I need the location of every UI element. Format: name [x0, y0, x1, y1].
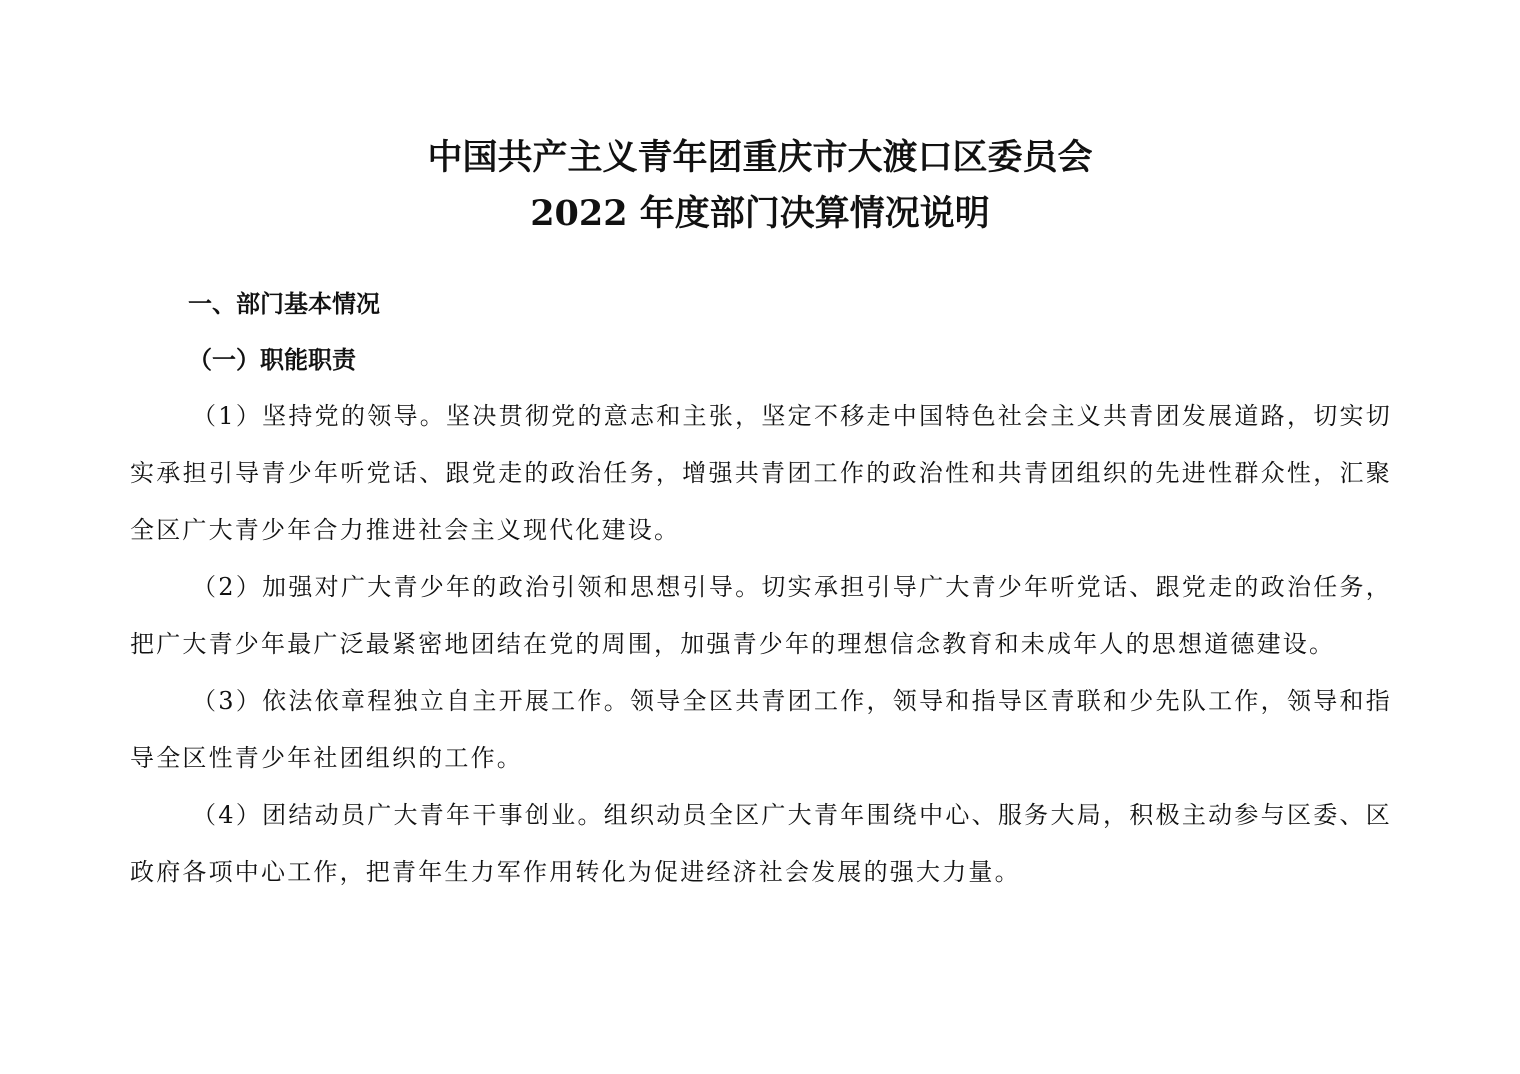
section-heading: 一、部门基本情况 — [188, 290, 380, 318]
title-line-2: 2022 年度部门决算情况说明 — [530, 193, 990, 234]
paragraph-duty-3: （3）依法依章程独立自主开展工作。领导全区共青团工作，领导和指导区青联和少先队工作，领导和指导全区性青少年社团组织的工作。 — [130, 687, 1392, 772]
paragraph-duty-2: （2）加强对广大青少年的政治引领和思想引导。切实承担引导广大青少年听党话、跟党走的政治任务，把广大青少年最广泛最紧密地团结在党的周围，加强青少年的理想信念教育和未成年人的思想道德建设。 — [130, 573, 1392, 658]
paragraph-duty-4: （4）团结动员广大青年干事创业。组织动员全区广大青年围绕中心、服务大局，积极主动参与区委、区政府各项中心工作，把青年生力军作用转化为促进经济社会发展的强大力量。 — [130, 801, 1392, 886]
document-body — [130, 276, 1392, 901]
subsection-heading: （一）职能职责 — [188, 345, 356, 374]
document-title — [0, 130, 1520, 242]
paragraph-duty-1: （1）坚持党的领导。坚决贯彻党的意志和主张，坚定不移走中国特色社会主义共青团发展道路，切实切实承担引导青少年听党话、跟党走的政治任务，增强共青团工作的政治性和共青团组织的先进性群众性，汇聚全区广大青少年合力推进社会主义现代化建设。 — [130, 402, 1392, 544]
title-line-1: 中国共产主义青年团重庆市大渡口区委员会 — [427, 137, 1093, 178]
